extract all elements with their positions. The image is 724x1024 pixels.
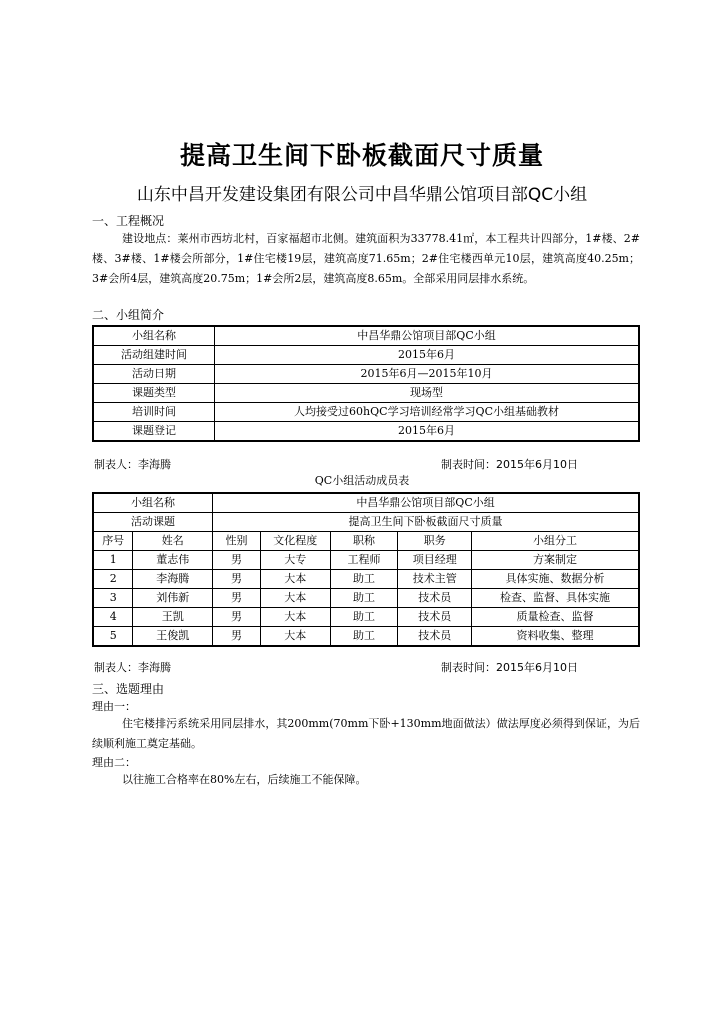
members-cell: 具体实施、数据分析: [472, 570, 639, 589]
group-info-label: 活动日期: [93, 365, 215, 384]
members-cell: 大本: [260, 608, 330, 627]
members-row: [93, 551, 639, 570]
members-header-cell: 小组分工: [472, 532, 639, 551]
group-info-row: [93, 422, 639, 442]
group-info-row: [93, 346, 639, 365]
members-cell: 大本: [260, 589, 330, 608]
members-header-cell: 职务: [398, 532, 472, 551]
members-row: [93, 589, 639, 608]
group-name-value: 中昌华鼎公馆项目部QC小组: [213, 493, 639, 513]
members-cell: 助工: [330, 627, 398, 647]
members-cell: 王凯: [133, 608, 213, 627]
members-cell: 董志伟: [133, 551, 213, 570]
group-info-label: 课题登记: [93, 422, 215, 442]
members-header-cell: 职称: [330, 532, 398, 551]
section-2-heading: 二、小组简介: [92, 308, 165, 322]
members-cell: 助工: [330, 570, 398, 589]
members-cell: 技术员: [398, 627, 472, 647]
members-row: [93, 570, 639, 589]
members-header-cell: 姓名: [133, 532, 213, 551]
group-info-value: 现场型: [215, 384, 639, 403]
table-2-maker: 制表人：李海腾: [94, 661, 171, 674]
members-header-cell: 性别: [213, 532, 261, 551]
group-info-label: 培训时间: [93, 403, 215, 422]
reason-1-label: 理由一：: [92, 700, 136, 713]
members-cell: 李海腾: [133, 570, 213, 589]
topic-value: 提高卫生间下卧板截面尺寸质量: [213, 513, 639, 532]
members-cell: 技术主管: [398, 570, 472, 589]
members-cell: 工程师: [330, 551, 398, 570]
document-subtitle: 山东中昌开发建设集团有限公司中昌华鼎公馆项目部QC小组: [136, 185, 588, 205]
table-2-date: 制表时间：2015年6月10日: [441, 661, 578, 674]
members-cell: 3: [93, 589, 133, 608]
members-cell: 检查、监督、具体实施: [472, 589, 639, 608]
members-cell: 王俊凯: [133, 627, 213, 647]
members-row: [93, 608, 639, 627]
members-cell: 刘伟新: [133, 589, 213, 608]
section-1-body: 建设地点：莱州市西坊北村，百家福超市北侧。建筑面积为33778.41㎡，本工程共计四部分，1#楼、2#楼、3#楼、1#楼会所部分，1#住宅楼19层，建筑高度71.65m；2#住宅楼西单元10层，建筑高度40.25m；3#会所4层，建筑高度20.75m；1#会所2层，建筑高度8.65m。全部采用同层排水系统。: [92, 232, 640, 285]
members-cell: 男: [213, 589, 261, 608]
members-cell: 2: [93, 570, 133, 589]
members-row: [93, 627, 639, 647]
members-cell: 男: [213, 551, 261, 570]
members-cell: 大本: [260, 570, 330, 589]
reason-2-label: 理由二：: [92, 756, 136, 769]
members-cell: 助工: [330, 608, 398, 627]
group-info-table: [92, 325, 640, 442]
members-topic-row: [93, 513, 639, 532]
group-info-row: [93, 365, 639, 384]
group-info-value: 中昌华鼎公馆项目部QC小组: [215, 326, 639, 346]
members-cell: 大本: [260, 627, 330, 647]
members-cell: 助工: [330, 589, 398, 608]
members-cell: 大专: [260, 551, 330, 570]
table-1-maker: 制表人：李海腾: [94, 458, 171, 471]
members-header-cell: 序号: [93, 532, 133, 551]
members-header-row: [93, 532, 639, 551]
group-info-value: 2015年6月: [215, 422, 639, 442]
members-table: [92, 492, 640, 647]
members-cell: 男: [213, 627, 261, 647]
members-cell: 技术员: [398, 608, 472, 627]
group-info-value: 人均接受过60hQC学习培训经常学习QC小组基础教材: [215, 403, 639, 422]
table-1-date: 制表时间：2015年6月10日: [441, 458, 578, 471]
members-cell: 男: [213, 570, 261, 589]
group-info-row: [93, 403, 639, 422]
group-info-value: 2015年6月: [215, 346, 639, 365]
members-cell: 项目经理: [398, 551, 472, 570]
members-cell: 5: [93, 627, 133, 647]
reason-2-body: 以往施工合格率在80%左右，后续施工不能保障。: [122, 773, 367, 786]
members-table-caption: QC小组活动成员表: [314, 474, 410, 487]
members-cell: 男: [213, 608, 261, 627]
members-group-row: [93, 493, 639, 513]
members-cell: 方案制定: [472, 551, 639, 570]
members-cell: 技术员: [398, 589, 472, 608]
group-info-row: [93, 326, 639, 346]
section-1-heading: 一、工程概况: [92, 214, 165, 228]
members-cell: 资料收集、整理: [472, 627, 639, 647]
document-title: 提高卫生间下卧板截面尺寸质量: [179, 141, 544, 170]
group-info-label: 课题类型: [93, 384, 215, 403]
section-3-heading: 三、选题理由: [92, 682, 165, 696]
members-cell: 1: [93, 551, 133, 570]
members-cell: 4: [93, 608, 133, 627]
group-name-label: 小组名称: [93, 493, 213, 513]
group-info-label: 小组名称: [93, 326, 215, 346]
reason-1-body: 住宅楼排污系统采用同层排水，其200mm(70mm下卧+130mm地面做法）做法厚度必须得到保证，为后续顺利施工奠定基础。: [92, 717, 640, 750]
members-header-cell: 文化程度: [260, 532, 330, 551]
members-cell: 质量检查、监督: [472, 608, 639, 627]
topic-label: 活动课题: [93, 513, 213, 532]
group-info-row: [93, 384, 639, 403]
group-info-label: 活动组建时间: [93, 346, 215, 365]
group-info-value: 2015年6月—2015年10月: [215, 365, 639, 384]
